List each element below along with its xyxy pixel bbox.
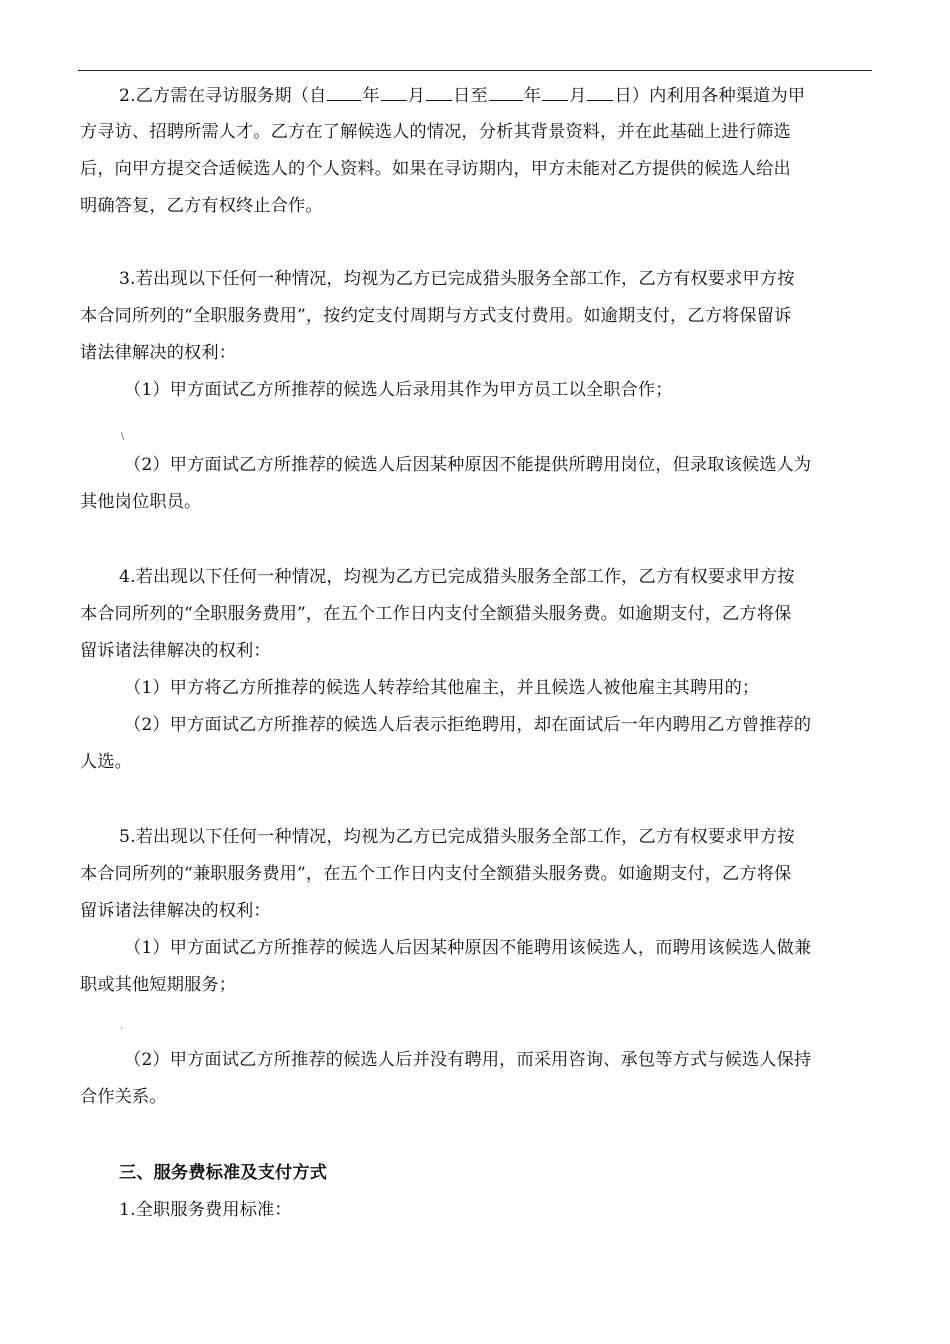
year-blank-2 [489, 83, 523, 101]
clause-5-line-2: 本合同所列的“兼职服务费用”，在五个工作日内支付全额猎头服务费。如逾期支付，乙方将保 [80, 864, 792, 884]
clause-2-line-2: 方寻访、招聘所需人才。乙方在了解候选人的情况，分析其背景资料，并在此基础上进行筛选 [80, 122, 791, 142]
clause-2-line-3: 后，向甲方提交合适候选人的个人资料。如果在寻访期内，甲方未能对乙方提供的候选人给出 [80, 159, 791, 179]
clause-3-line-3: 诸法律解决的权利： [80, 343, 237, 363]
clause-4-item-2-line-2: 人选。 [80, 752, 133, 772]
clause-4-line-3: 留诉诸法律解决的权利： [80, 641, 271, 661]
header-rule [78, 70, 872, 71]
clause-2-line-1: 2.乙方需在寻访服务期（自 年 月 日至 年 月 日）内利用各种渠道为甲 [119, 83, 805, 108]
clause-5-item-2-line-2: 合作关系。 [80, 1087, 167, 1107]
stray-mark-2: · [120, 1024, 123, 1034]
clause-3-item-2-line-2: 其他岗位职员。 [80, 492, 202, 512]
clause-5-item-2-line-1: （2）甲方面试乙方所推荐的候选人后并没有聘用，而采用咨询、承包等方式与候选人保持 [124, 1050, 812, 1070]
clause-4-item-2-line-1: （2）甲方面试乙方所推荐的候选人后表示拒绝聘用，却在面试后一年内聘用乙方曾推荐的 [124, 715, 812, 735]
day-blank-1 [426, 83, 452, 101]
month-blank-1 [381, 83, 407, 101]
clause-5-item-1-line-1: （1）甲方面试乙方所推荐的候选人后因某种原因不能聘用该候选人，而聘用该候选人做兼 [124, 938, 812, 958]
section-3-item-1: 1.全职服务费用标准： [119, 1200, 292, 1220]
clause-3-line-2: 本合同所列的“全职服务费用”，按约定支付周期与方式支付费用。如逾期支付，乙方将保留诉 [80, 306, 792, 326]
clause-2-line-4: 明确答复，乙方有权终止合作。 [80, 196, 323, 216]
clause-3-item-2-line-1: （2）甲方面试乙方所推荐的候选人后因某种原因不能提供所聘用岗位，但录取该候选人为 [124, 455, 812, 475]
stray-mark-1: \ [121, 432, 125, 442]
clause-5-line-1: 5.若出现以下任何一种情况，均视为乙方已完成猎头服务全部工作，乙方有权要求甲方按 [119, 827, 795, 847]
year-blank-1 [327, 83, 361, 101]
section-3-heading: 三、服务费标准及支付方式 [119, 1163, 328, 1183]
clause-4-line-2: 本合同所列的“全职服务费用”，在五个工作日内支付全额猎头服务费。如逾期支付，乙方将保 [80, 604, 792, 624]
clause-5-line-3: 留诉诸法律解决的权利： [80, 901, 271, 921]
month-blank-2 [542, 83, 568, 101]
clause-4-line-1: 4.若出现以下任何一种情况，均视为乙方已完成猎头服务全部工作，乙方有权要求甲方按 [119, 567, 795, 587]
clause-4-item-1: （1）甲方将乙方所推荐的候选人转荐给其他雇主，并且候选人被他雇主其聘用的； [124, 678, 760, 698]
clause-3-line-1: 3.若出现以下任何一种情况，均视为乙方已完成猎头服务全部工作，乙方有权要求甲方按 [119, 269, 795, 289]
day-blank-2 [587, 83, 613, 101]
clause-5-item-1-line-2: 职或其他短期服务； [80, 975, 237, 995]
clause-3-item-1: （1）甲方面试乙方所推荐的候选人后录用其作为甲方员工以全职合作； [124, 380, 673, 400]
